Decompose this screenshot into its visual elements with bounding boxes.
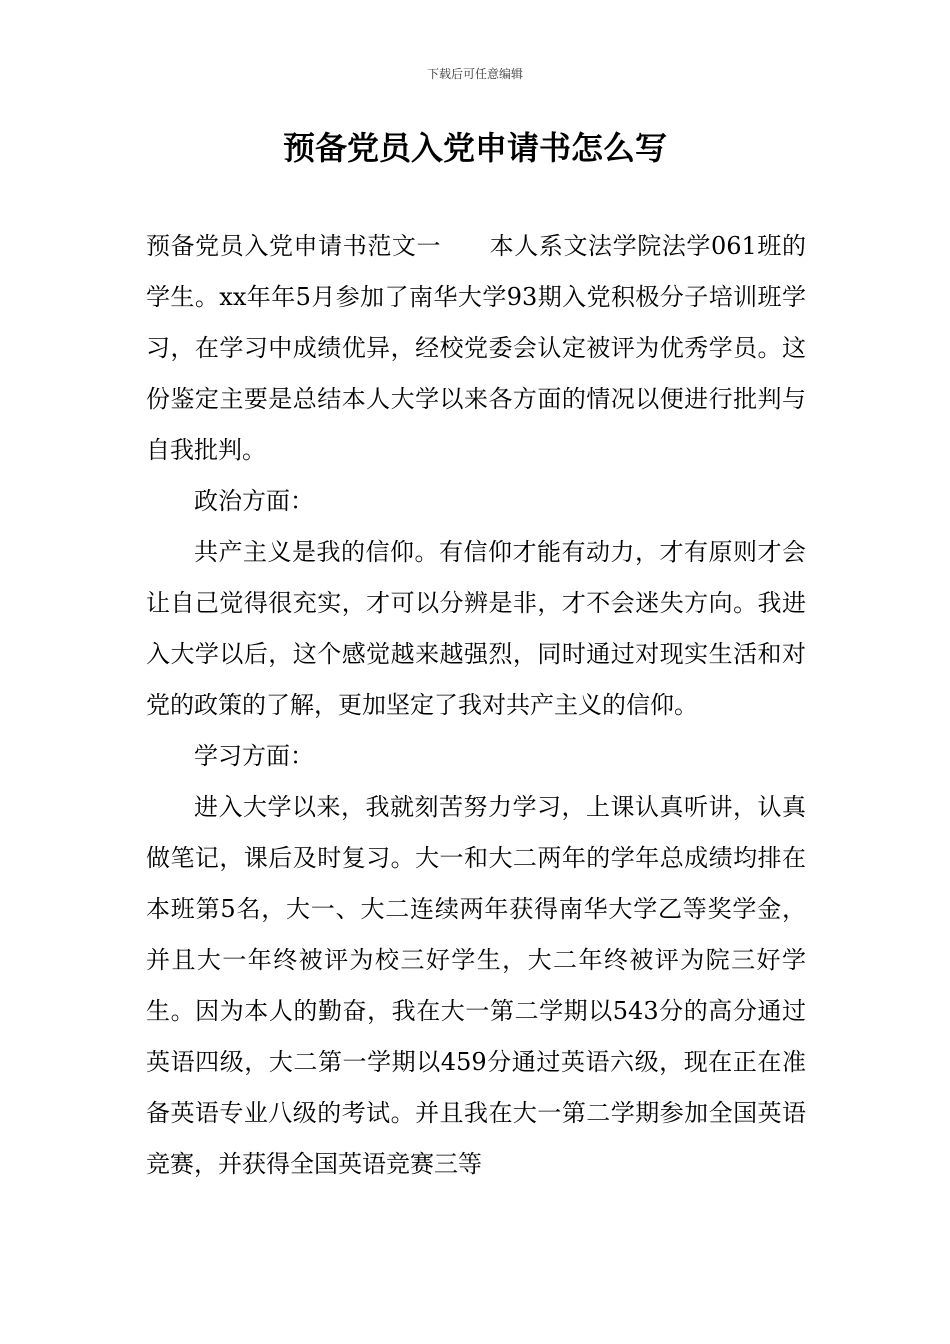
document-title: 预备党员入党申请书怎么写 [282,129,667,167]
paragraph-politics: 共产主义是我的信仰。有信仰才能有动力，才有原则才会让自己觉得很充实，才可以分辨是非，才不会迷失方向。我进入大学以后，这个感觉越来越强烈，同时通过对现实生活和对党的政策的了解，更加坚定了我对共产主义的信仰。 [146,538,806,719]
intro-paragraph [146,221,806,476]
intro-label: 预备党员入党申请书范文一 [146,232,442,260]
page-header-note: 下载后可任意编辑 [426,67,523,81]
section-heading-politics: 政治方面： [194,487,314,515]
paragraph-study: 进入大学以来，我就刻苦努力学习，上课认真听讲，认真做笔记，课后及时复习。大一和大二两年的学年总成绩均排在本班第5名，大一、大二连续两年获得南华大学乙等奖学金，并且大一年终被评为校三好学生，大二年终被评为院三好学生。因为本人的勤奋，我在大一第二学期以543分的高分通过英语四级，大二第一学期以459分通过英语六级，现在正在准备英语专业八级的考试。并且我在大一第二学期参加全国英语竞赛，并获得全国英语竞赛三等 [146,793,806,1178]
document-body [146,221,806,1190]
section-heading-study: 学习方面： [194,742,314,770]
intro-text: 本人系文法学院法学061班的学生。xx年年5月参加了南华大学93期入党积极分子培训班学习，在学习中成绩优异，经校党委会认定被评为优秀学员。这份鉴定主要是总结本人大学以来各方面的情况以便进行批判与自我批判。 [146,232,806,464]
